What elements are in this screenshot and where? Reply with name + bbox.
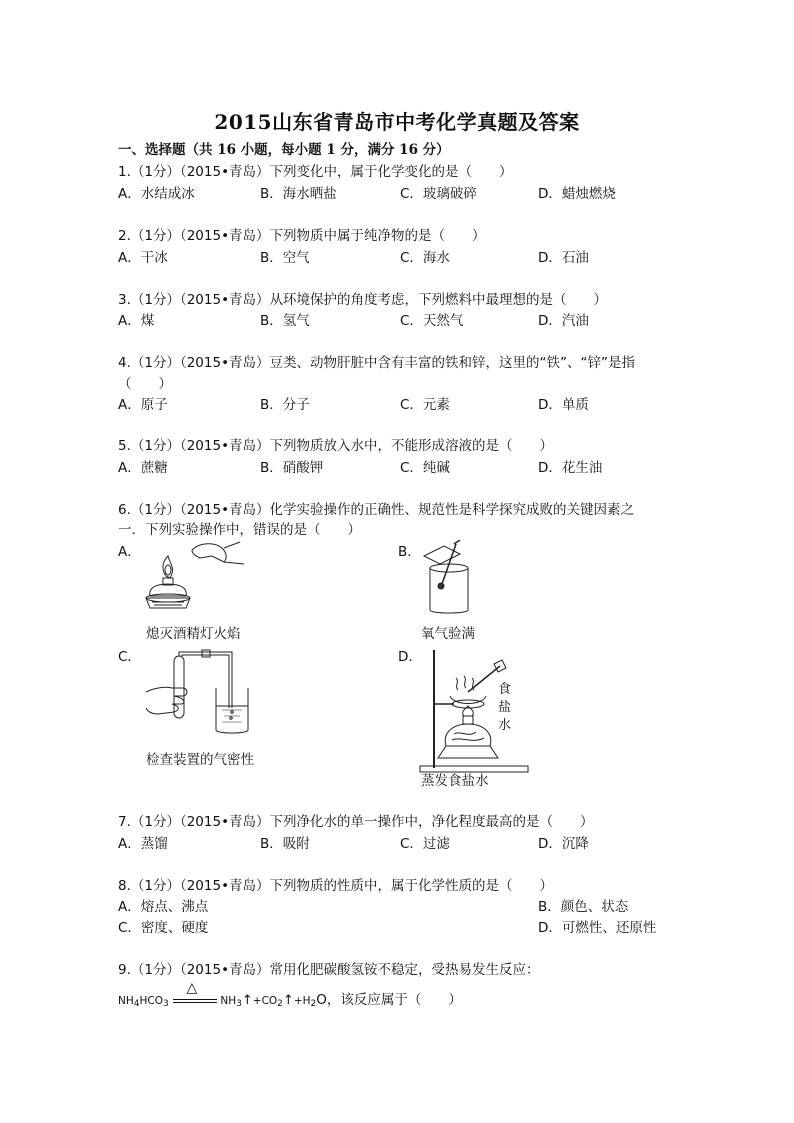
q4-option-a: A．原子 bbox=[118, 397, 168, 413]
q4-option-b: B．分子 bbox=[260, 397, 310, 413]
reactant-hco: HCO bbox=[139, 995, 163, 1007]
reactant-sub-4: 4 bbox=[133, 999, 140, 1009]
q4-option-d: D．单质 bbox=[538, 397, 589, 413]
question-9-stem: 9.（1分）（2015•青岛）常用化肥碳酸氢铵不稳定，受热易发生反应： bbox=[118, 962, 540, 978]
q7-option-c: C．过滤 bbox=[400, 836, 450, 852]
reaction-equation bbox=[118, 979, 462, 1009]
q5-option-c: C．纯碱 bbox=[400, 460, 450, 476]
figure-d-label-3: 水 bbox=[498, 718, 512, 733]
figure-d-label-1: 食 bbox=[498, 682, 512, 697]
figure-d-evaporation bbox=[414, 646, 540, 776]
equation-tail: O，该反应属于（ ） bbox=[316, 992, 462, 1008]
figure-a-alcohol-lamp bbox=[140, 540, 250, 620]
reaction-arrow bbox=[173, 979, 217, 1007]
q7-option-d: D．沉降 bbox=[538, 836, 589, 852]
q7-option-b: B．吸附 bbox=[260, 836, 310, 852]
q1-option-b: B．海水晒盐 bbox=[260, 186, 337, 202]
q6-option-b: B． bbox=[398, 544, 421, 560]
figure-c-airtightness-test bbox=[144, 648, 259, 738]
product-sub-3: 3 bbox=[236, 999, 242, 1009]
q1-option-c: C．玻璃破碎 bbox=[400, 186, 477, 202]
question-3-stem: 3.（1分）（2015•青岛）从环境保护的角度考虑，下列燃料中最理想的是（ ） bbox=[118, 292, 608, 308]
question-8-stem: 8.（1分）（2015•青岛）下列物质的性质中，属于化学性质的是（ ） bbox=[118, 878, 554, 894]
q5-option-b: B．硝酸钾 bbox=[260, 460, 324, 476]
q3-option-a: A．煤 bbox=[118, 313, 155, 329]
reactant-nh: NH bbox=[118, 995, 134, 1007]
product-nh3: NH bbox=[220, 995, 237, 1007]
q2-option-c: C．海水 bbox=[400, 250, 450, 266]
question-4-stem-cont: （ ） bbox=[118, 376, 172, 392]
question-7-stem: 7.（1分）（2015•青岛）下列净化水的单一操作中，净化程度最高的是（ ） bbox=[118, 814, 594, 830]
question-6-stem-cont: 一．下列实验操作中，错误的是（ ） bbox=[118, 522, 361, 538]
figure-d-caption: 蒸发食盐水 bbox=[421, 773, 489, 789]
q6-option-d: D． bbox=[398, 649, 422, 665]
q5-option-d: D．花生油 bbox=[538, 460, 603, 476]
q2-option-b: B．空气 bbox=[260, 250, 310, 266]
q6-option-c: C． bbox=[118, 649, 141, 665]
product-sub-2a: 2 bbox=[277, 999, 283, 1009]
reactant-sub-3: 3 bbox=[162, 999, 169, 1009]
q5-option-a: A．蔗糖 bbox=[118, 460, 168, 476]
question-2-stem: 2.（1分）（2015•青岛）下列物质中属于纯净物的是（ ） bbox=[118, 228, 486, 244]
gas-arrow-1: ↑ bbox=[241, 993, 253, 1008]
product-h2o: +H bbox=[293, 995, 311, 1007]
heat-condition-symbol: △ bbox=[186, 979, 198, 996]
page-title: 2015山东省青岛市中考化学真题及答案 bbox=[214, 110, 580, 134]
figure-d-label-2: 盐 bbox=[498, 700, 512, 715]
q4-option-c: C．元素 bbox=[400, 397, 450, 413]
question-4-stem: 4.（1分）（2015•青岛）豆类、动物肝脏中含有丰富的铁和锌，这里的“铁”、“锌”是指 bbox=[118, 355, 636, 371]
q8-option-c: C．密度、硬度 bbox=[118, 920, 209, 936]
q1-option-d: D．蜡烛燃烧 bbox=[538, 186, 616, 202]
q6-option-a: A． bbox=[118, 544, 141, 560]
product-co2: +CO bbox=[252, 995, 278, 1007]
figure-a-caption: 熄灭酒精灯火焰 bbox=[146, 626, 241, 642]
q8-option-d: D．可燃性、还原性 bbox=[538, 920, 657, 936]
q3-option-c: C．天然气 bbox=[400, 313, 464, 329]
question-1-stem: 1.（1分）（2015•青岛）下列变化中，属于化学变化的是（ ） bbox=[118, 164, 513, 180]
figure-c-caption: 检查装置的气密性 bbox=[146, 752, 254, 768]
product-sub-2b: 2 bbox=[310, 999, 317, 1009]
q2-option-d: D．石油 bbox=[538, 250, 589, 266]
q1-option-a: A．水结成冰 bbox=[118, 186, 195, 202]
q3-option-b: B．氢气 bbox=[260, 313, 310, 329]
figure-b-oxygen-test bbox=[420, 540, 480, 620]
q2-option-a: A．干冰 bbox=[118, 250, 168, 266]
gas-arrow-2: ↑ bbox=[282, 993, 294, 1008]
question-6-stem: 6.（1分）（2015•青岛）化学实验操作的正确性、规范性是科学探究成败的关键因素之 bbox=[118, 502, 635, 518]
q8-option-b: B．颜色、状态 bbox=[538, 899, 629, 915]
q7-option-a: A．蒸馏 bbox=[118, 836, 168, 852]
q8-option-a: A．熔点、沸点 bbox=[118, 899, 209, 915]
section-heading: 一、选择题（共 16 小题，每小题 1 分，满分 16 分） bbox=[118, 142, 450, 158]
question-5-stem: 5.（1分）（2015•青岛）下列物质放入水中，不能形成溶液的是（ ） bbox=[118, 438, 554, 454]
q3-option-d: D．汽油 bbox=[538, 313, 589, 329]
figure-b-caption: 氧气验满 bbox=[421, 626, 475, 642]
